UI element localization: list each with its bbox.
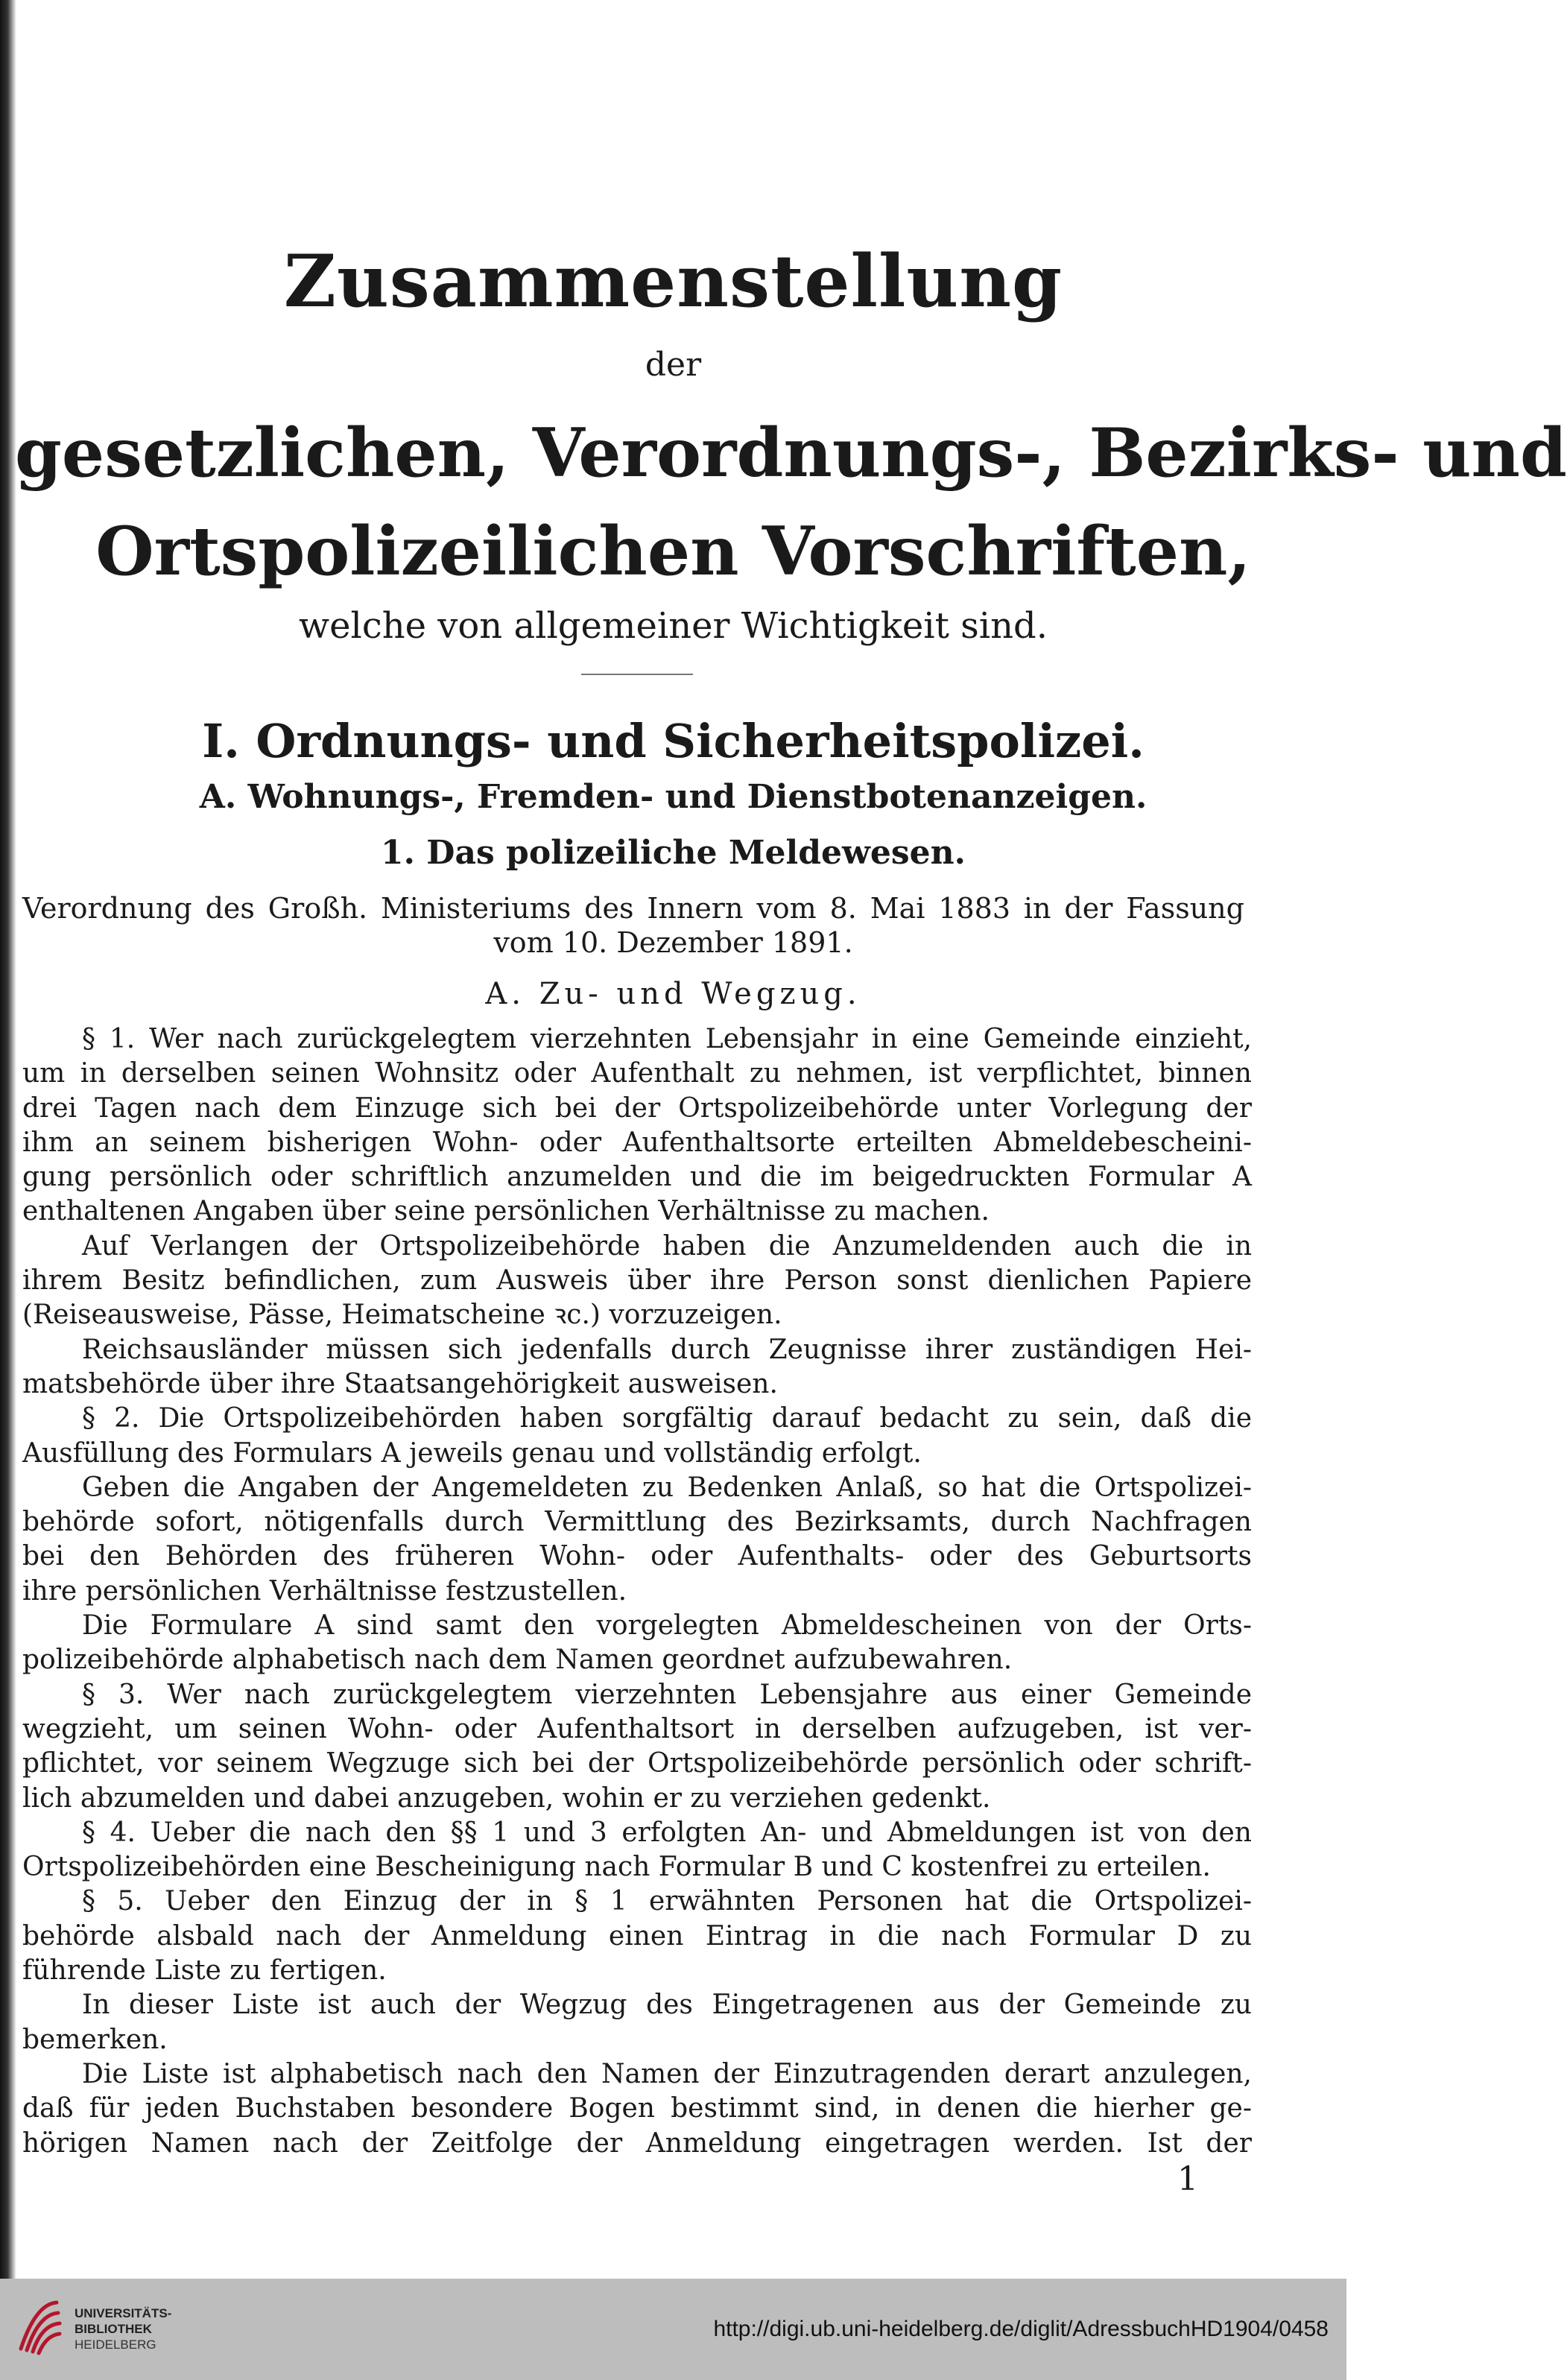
text-line: daß für jeden Buchstaben besondere Bogen bestimmt sind, in denen die hierher ge- [22, 2093, 1252, 2124]
heading-line-2: Ortspolizeilichen Vorschriften, [95, 512, 1251, 591]
subtitle: welche von allgemeiner Wichtigkeit sind. [298, 605, 1048, 647]
main-title: Zusammenstellung [283, 239, 1063, 323]
title-divider [581, 674, 693, 675]
text-line: Auf Verlangen der Ortspolizeibehörde haben die Anzumeldenden auch die in [82, 1230, 1252, 1262]
library-name-line-1: UNIVERSITÄTS- [75, 2306, 172, 2320]
text-line: bemerken. [22, 2024, 168, 2055]
connector-text: der [645, 346, 702, 384]
library-name-line-2: BIBLIOTHEK [75, 2322, 152, 2336]
subsection-title: A. Wohnungs-, Fremden- und Dienstbotenanzeigen. [199, 778, 1147, 816]
decree-reference-date: vom 10. Dezember 1891. [493, 926, 853, 959]
text-line: enthaltenen Angaben über seine persönlichen Verhältnisse zu machen. [22, 1196, 990, 1227]
viewer-footer [0, 2279, 1346, 2380]
text-line: § 4. Ueber die nach den §§ 1 und 3 erfolgten An- und Abmeldungen ist von den [82, 1817, 1252, 1848]
topic-title: 1. Das polizeiliche Meldewesen. [381, 834, 966, 872]
text-line: Ausfüllung des Formulars A jeweils genau und vollständig erfolgt. [22, 1437, 922, 1469]
text-line: polizeibehörde alphabetisch nach dem Namen geordnet aufzubewahren. [22, 1645, 1013, 1676]
text-line: ihrem Besitz befindlichen, zum Ausweis über ihre Person sonst dienlichen Papiere [22, 1265, 1252, 1297]
page-edge-shadow [0, 0, 16, 2279]
text-line: Ortspolizeibehörden eine Bescheinigung nach Formular B und C kostenfrei zu erteilen. [22, 1852, 1211, 1883]
text-line: führende Liste zu fertigen. [22, 1955, 387, 1987]
text-line: um in derselben seinen Wohnsitz oder Aufenthalt zu nehmen, ist verpflichtet, binnen [22, 1058, 1252, 1089]
text-line: pflichtet, vor seinem Wegzuge sich bei der Ortspolizeibehörde persönlich oder schrift- [22, 1748, 1252, 1779]
text-line: § 1. Wer nach zurückgelegtem vierzehnten Lebensjahr in eine Gemeinde einzieht, [82, 1024, 1252, 1054]
text-line: ihre persönlichen Verhältnisse festzustellen. [22, 1575, 627, 1607]
text-line: Die Formulare A sind samt den vorgelegten Abmeldescheinen von der Orts- [82, 1610, 1252, 1642]
text-line: matsbehörde über ihre Staatsangehörigkeit ausweisen. [22, 1368, 778, 1399]
permalink-url[interactable]: http://digi.ub.uni-heidelberg.de/diglit/AdressbuchHD1904/0458 [713, 2317, 1329, 2341]
page-number: 1 [1177, 2160, 1198, 2198]
text-line: bei den Behörden des früheren Wohn- oder Aufenthalts- oder des Geburtsorts [22, 1541, 1252, 1572]
text-line: wegzieht, um seinen Wohn- oder Aufenthaltsort in derselben aufzugeben, ist ver- [22, 1713, 1252, 1744]
heading-line-1: gesetzlichen, Verordnungs-, Bezirks- und [15, 414, 1567, 493]
text-line: ihm an seinem bisherigen Wohn- oder Aufenthaltsorte erteilten Abmeldebescheini- [22, 1127, 1252, 1158]
text-line: § 2. Die Ortspolizeibehörden haben sorgfältig darauf bedacht zu sein, daß die [82, 1403, 1252, 1434]
text-line: drei Tagen nach dem Einzuge sich bei der Ortspolizeibehörde unter Vorlegung der [22, 1092, 1252, 1124]
text-line: In dieser Liste ist auch der Wegzug des Eingetragenen aus der Gemeinde zu [82, 1990, 1252, 2021]
part-title: A. Zu- und Wegzug. [485, 977, 861, 1011]
text-line: lich abzumelden und dabei anzugeben, wohin er zu verziehen gedenkt. [22, 1782, 991, 1814]
body-text [22, 1022, 1252, 2161]
text-line: § 3. Wer nach zurückgelegtem vierzehnten Lebensjahre aus einer Gemeinde [82, 1679, 1252, 1710]
text-line: gung persönlich oder schriftlich anzumelden und die im beigedruckten Formular A [22, 1162, 1252, 1193]
text-line: hörigen Namen nach der Zeitfolge der Anmeldung eingetragen werden. Ist der [22, 2127, 1252, 2159]
university-library-logo-icon [13, 2297, 64, 2356]
decree-reference: Verordnung des Großh. Ministeriums des Innern vom 8. Mai 1883 in der Fassung [22, 892, 1244, 925]
text-line: Die Liste ist alphabetisch nach den Namen der Einzutragenden derart anzulegen, [82, 2058, 1252, 2089]
text-line: (Reiseausweise, Pässe, Heimatscheine ꝛc.) vorzuzeigen. [22, 1300, 782, 1331]
text-line: Reichsausländer müssen sich jedenfalls durch Zeugnisse ihrer zuständigen Hei- [82, 1334, 1252, 1365]
section-title: I. Ordnungs- und Sicherheitspolizei. [202, 714, 1145, 768]
text-line: behörde sofort, nötigenfalls durch Vermittlung des Bezirksamts, durch Nachfragen [22, 1507, 1252, 1538]
text-line: behörde alsbald nach der Anmeldung einen Eintrag in die nach Formular D zu [22, 1920, 1252, 1952]
library-name-line-3: HEIDELBERG [75, 2338, 156, 2352]
library-name [75, 2305, 171, 2352]
text-line: § 5. Ueber den Einzug der in § 1 erwähnten Personen hat die Ortspolizei- [82, 1886, 1252, 1917]
text-line: Geben die Angaben der Angemeldeten zu Bedenken Anlaß, so hat die Ortspolizei- [82, 1472, 1252, 1503]
